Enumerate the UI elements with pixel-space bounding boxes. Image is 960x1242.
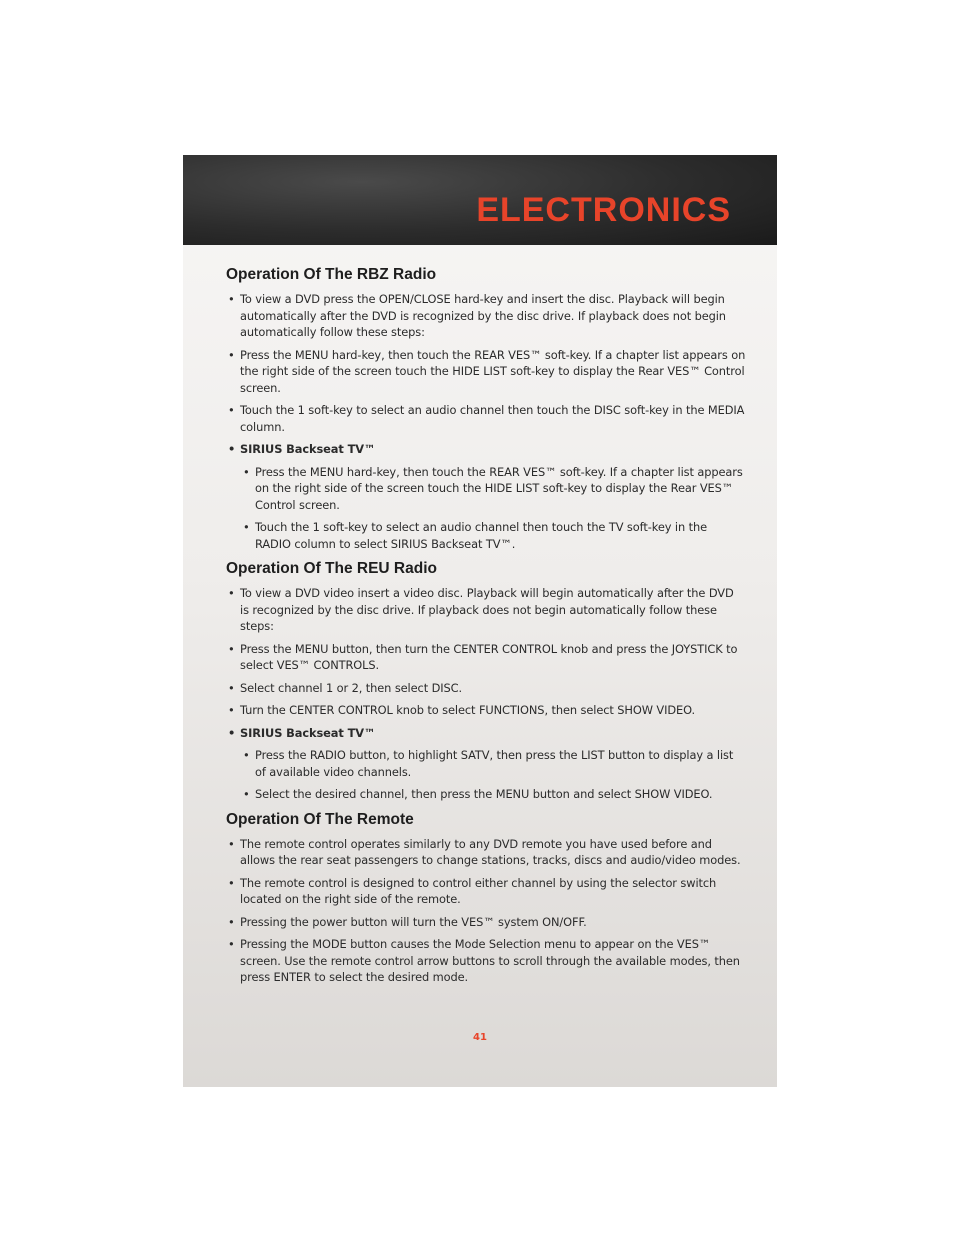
list-item: • Turn the CENTER CONTROL knob to select FUNCTIONS, then select SHOW VIDEO. xyxy=(226,702,746,719)
list-item: • Press the RADIO button, to highlight SATV, then press the LIST button to display a list of available video channels. xyxy=(241,747,746,780)
list-item-subheading: • SIRIUS Backseat TV™ xyxy=(226,725,746,742)
section-heading: Operation Of The Remote xyxy=(226,810,414,828)
section-heading: Operation Of The REU Radio xyxy=(226,560,437,577)
list-item: • Select channel 1 or 2, then select DISC. xyxy=(226,680,746,697)
list-item: • Pressing the power button will turn the VES™ system ON/OFF. xyxy=(226,914,746,931)
bullet-list xyxy=(226,585,746,803)
list-item: • Select the desired channel, then press the MENU button and select SHOW VIDEO. xyxy=(241,786,746,803)
list-item: • Press the MENU hard-key, then touch the REAR VES™ soft-key. If a chapter list appears on the right side of the screen touch the HIDE LIST soft-key to display the Rear VES™ Control screen. xyxy=(226,347,746,397)
list-item: • Touch the 1 soft-key to select an audio channel then touch the DISC soft-key in the MEDIA column. xyxy=(226,402,746,435)
list-item: • To view a DVD press the OPEN/CLOSE hard-key and insert the disc. Playback will begin automatically after the DVD is recognized by the disc drive. If playback does not begin automatically follow these steps: xyxy=(226,291,746,341)
section-remote xyxy=(226,811,746,986)
list-item: • To view a DVD video insert a video disc. Playback will begin automatically after the DVD is recognized by the disc drive. If playback does not begin automatically follow these steps: xyxy=(226,585,746,635)
list-item: • Touch the 1 soft-key to select an audio channel then touch the TV soft-key in the RADIO column to select SIRIUS Backseat TV™. xyxy=(241,519,746,552)
list-item-subheading: • SIRIUS Backseat TV™ xyxy=(226,441,746,458)
list-item: • Press the MENU button, then turn the CENTER CONTROL knob and press the JOYSTICK to select VES™ CONTROLS. xyxy=(226,641,746,674)
section-rbz-radio xyxy=(226,266,746,552)
list-item: • The remote control operates similarly to any DVD remote you have used before and allows the rear seat passengers to change stations, tracks, discs and audio/video modes. xyxy=(226,836,746,869)
bullet-list xyxy=(226,836,746,986)
section-heading: Operation Of The RBZ Radio xyxy=(226,266,437,283)
page-content xyxy=(226,266,746,994)
list-item: • Pressing the MODE button causes the Mode Selection menu to appear on the VES™ screen. Use the remote control arrow buttons to scroll through the available modes, then press ENTER to select the desired mode. xyxy=(226,936,746,986)
section-header xyxy=(183,155,777,245)
section-title: ELECTRONICS xyxy=(476,191,731,229)
bullet-list xyxy=(226,291,746,552)
list-item: • The remote control is designed to control either channel by using the selector switch located on the right side of the remote. xyxy=(226,875,746,908)
list-item: • Press the MENU hard-key, then touch the REAR VES™ soft-key. If a chapter list appears on the right side of the screen touch the HIDE LIST soft-key to display the Rear VES™ Control screen. xyxy=(241,464,746,514)
manual-page xyxy=(183,155,777,1087)
section-reu-radio xyxy=(226,560,746,803)
page-number: 41 xyxy=(473,1032,487,1043)
